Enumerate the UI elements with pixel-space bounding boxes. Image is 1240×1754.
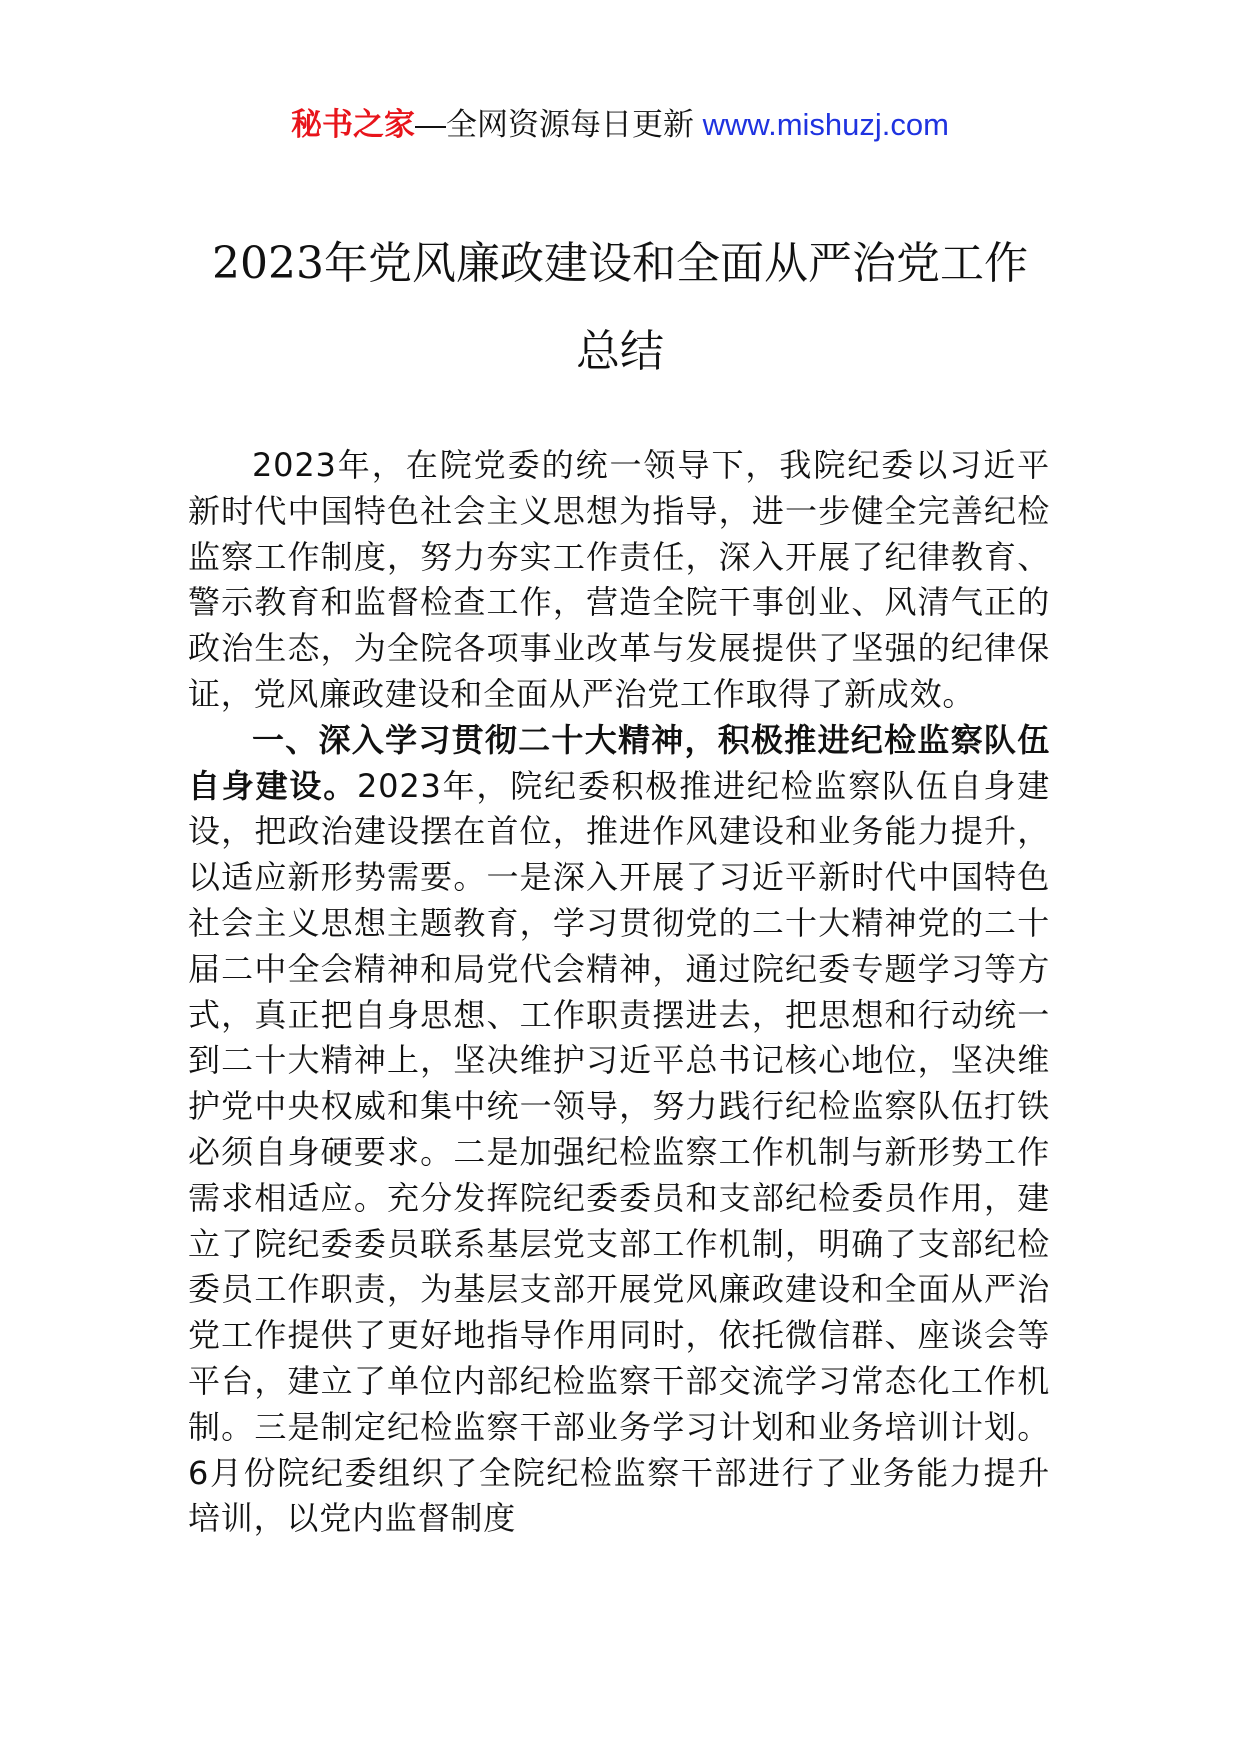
document-title-line-2: 总结 (576, 326, 664, 377)
header-slogan: —全网资源每日更新 (415, 107, 695, 142)
section-1-body: 2023年，院纪委积极推进纪检监察队伍自身建设，把政治建设摆在首位，推进作风建设和业务能力提升，以适应新形势需要。一是深入开展了习近平新时代中国特色社会主义思想主题教育，学习贯彻党的二十大精神党的二十届二中全会精神和局党代会精神，通过院纪委专题学习等方式，真正把自身思想、工作职责摆进去，把思想和行动统一到二十大精神上，坚决维护习近平总书记核心地位，坚决维护党中央权威和集中统一领导，努力践行纪检监察队伍打铁必须自身硬要求。二是加强纪检监察工作机制与新形势工作需求相适应。充分发挥院纪委委员和支部纪检委员作用，建立了院纪委委员联系基层党支部工作机制，明确了支部纪检委员工作职责，为基层支部开展党风廉政建设和全面从严治党工作提供了更好地指导作用同时，依托微信群、座谈会等平台，建立了单位内部纪检监察干部交流学习常态化工作机制。三是制定纪检监察干部业务学习计划和业务培训计划。6月份院纪委组织了全院纪检监察干部进行了业务能力提升培训，以党内监督制度 (188, 766, 1050, 1538)
section-1-paragraph (188, 718, 1050, 1542)
document-body (188, 443, 1050, 1542)
document-title-line-1: 2023年党风廉政建设和全面从严治党工作 (212, 238, 1028, 289)
site-url[interactable]: www.mishuzj.com (702, 107, 949, 142)
brand-name: 秘书之家 (291, 107, 416, 142)
intro-paragraph: 2023年，在院党委的统一领导下，我院纪委以习近平新时代中国特色社会主义思想为指导，进一步健全完善纪检监察工作制度，努力夯实工作责任，深入开展了纪律教育、警示教育和监督检查工作，营造全院干事创业、风清气正的政治生态，为全院各项事业改革与发展提供了坚强的纪律保证，党风廉政建设和全面从严治党工作取得了新成效。 (188, 446, 1050, 713)
site-header (0, 100, 1240, 150)
section-1-heading: 一、深入学习贯彻二十大精神，积极推进纪检监察队伍自身建设。 (188, 720, 1050, 805)
